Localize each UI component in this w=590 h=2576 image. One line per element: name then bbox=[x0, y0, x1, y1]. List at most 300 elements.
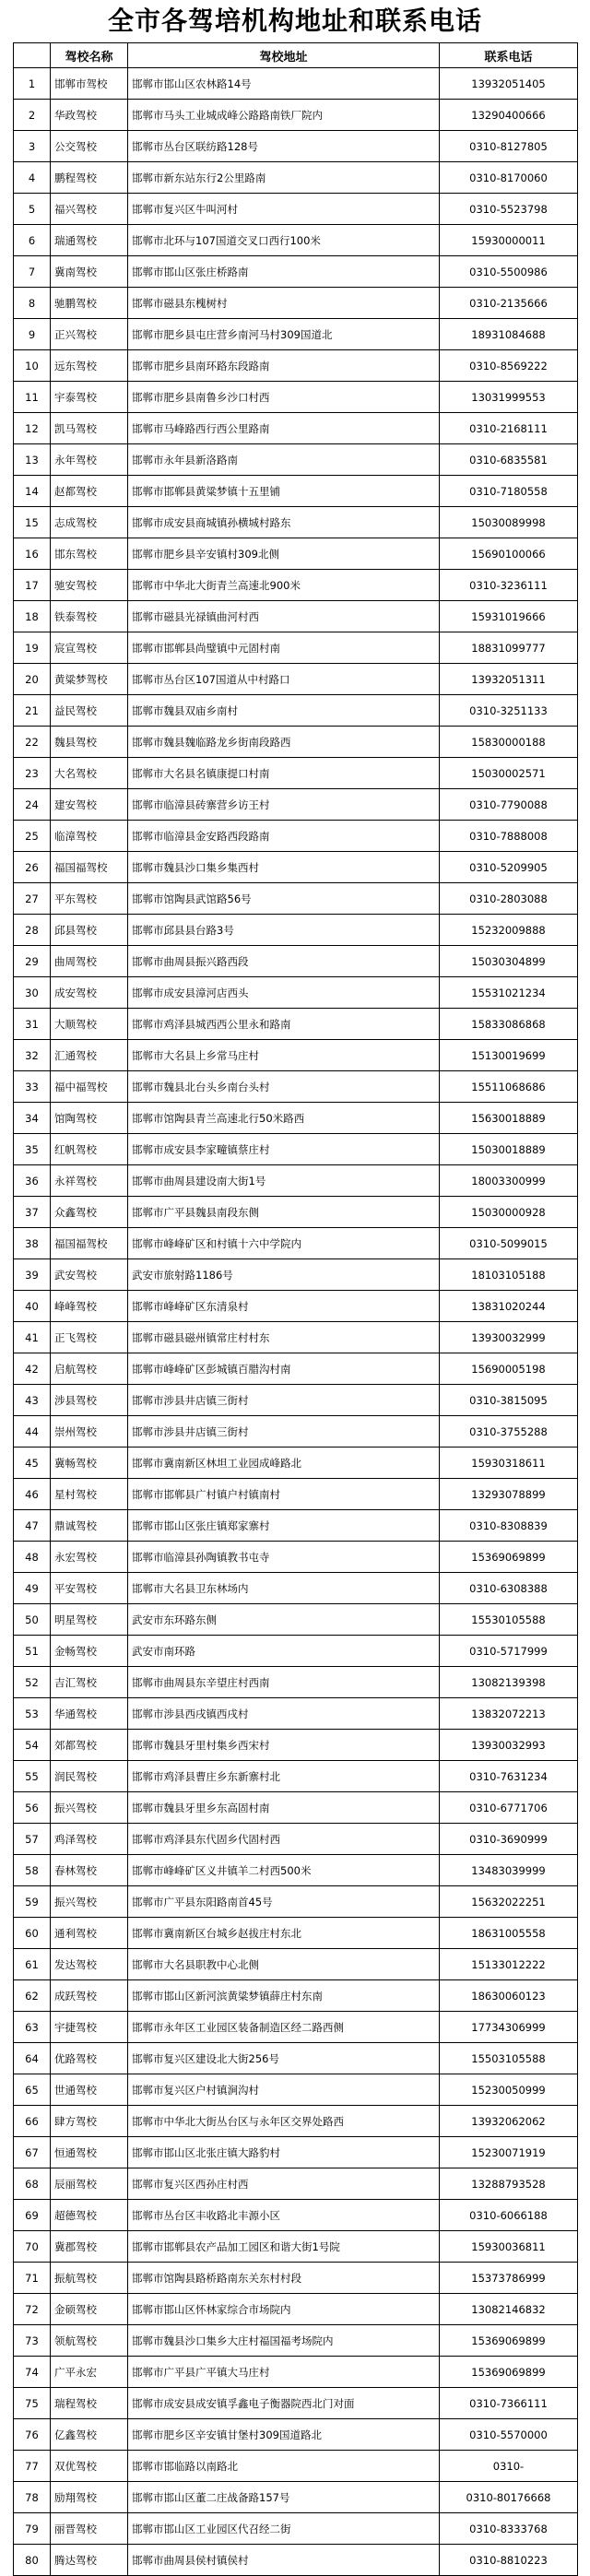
row-index: 41 bbox=[14, 1322, 51, 1353]
school-address: 邯郸市峰峰矿区义井镇羊二村西500米 bbox=[128, 1855, 440, 1886]
school-address: 邯郸市复兴区西孙庄村西 bbox=[128, 2168, 440, 2200]
phone-number: 18103105188 bbox=[440, 1259, 578, 1291]
school-address: 邯郸市曲周县振兴路西段 bbox=[128, 946, 440, 977]
phone-number: 0310-6771706 bbox=[440, 1792, 578, 1824]
school-name: 吉汇驾校 bbox=[51, 1667, 128, 1698]
phone-number: 15230050999 bbox=[440, 2074, 578, 2106]
school-name: 肆方驾校 bbox=[51, 2106, 128, 2137]
school-name: 广平永宏 bbox=[51, 2357, 128, 2388]
phone-number: 0310-2803088 bbox=[440, 883, 578, 915]
school-name: 宸宣驾校 bbox=[51, 632, 128, 664]
table-row bbox=[14, 1510, 578, 1542]
phone-number: 15232009888 bbox=[440, 915, 578, 946]
phone-number: 13930032993 bbox=[440, 1730, 578, 1761]
school-name: 黄粱梦驾校 bbox=[51, 664, 128, 695]
phone-number: 0310-3690999 bbox=[440, 1824, 578, 1855]
school-name: 郊都驾校 bbox=[51, 1730, 128, 1761]
table-row bbox=[14, 319, 578, 350]
school-address: 邯郸市复兴区户村镇涧沟村 bbox=[128, 2074, 440, 2106]
row-index: 19 bbox=[14, 632, 51, 664]
table-row bbox=[14, 2545, 578, 2576]
table-row bbox=[14, 507, 578, 538]
table-row bbox=[14, 2012, 578, 2043]
phone-number: 0310-8308839 bbox=[440, 1510, 578, 1542]
school-name: 邯东驾校 bbox=[51, 538, 128, 570]
school-address: 武安市东环路东侧 bbox=[128, 1604, 440, 1636]
table-row bbox=[14, 946, 578, 977]
table-row bbox=[14, 852, 578, 883]
school-name: 魏县驾校 bbox=[51, 727, 128, 758]
table-row bbox=[14, 162, 578, 194]
school-address: 邯郸市曲周县侯村镇侯村 bbox=[128, 2545, 440, 2576]
table-row bbox=[14, 1353, 578, 1385]
table-row bbox=[14, 413, 578, 444]
school-name: 福国福驾校 bbox=[51, 852, 128, 883]
school-address: 邯郸市磁县东槐树村 bbox=[128, 288, 440, 319]
row-index: 46 bbox=[14, 1479, 51, 1510]
school-address: 邯郸市曲周县建设南大街1号 bbox=[128, 1165, 440, 1197]
school-name: 启航驾校 bbox=[51, 1353, 128, 1385]
school-address: 武安市南环路 bbox=[128, 1636, 440, 1667]
phone-number: 15133012222 bbox=[440, 1949, 578, 1980]
school-name: 邯郸市驾校 bbox=[51, 68, 128, 100]
row-index: 51 bbox=[14, 1636, 51, 1667]
row-index: 29 bbox=[14, 946, 51, 977]
row-index: 14 bbox=[14, 476, 51, 507]
phone-number: 18931084688 bbox=[440, 319, 578, 350]
school-address: 邯郸市复兴区建设北大街256号 bbox=[128, 2043, 440, 2074]
school-address: 邯郸市中华北大街青兰高速北900米 bbox=[128, 570, 440, 601]
school-name: 福中福驾校 bbox=[51, 1071, 128, 1103]
school-name: 平东驾校 bbox=[51, 883, 128, 915]
school-name: 驰鹏驾校 bbox=[51, 288, 128, 319]
school-address: 邯郸市肥乡县辛安镇村309北侧 bbox=[128, 538, 440, 570]
row-index: 75 bbox=[14, 2388, 51, 2419]
school-address: 邯郸市邯山区怀林家综合市场院内 bbox=[128, 2294, 440, 2325]
school-name: 馆陶驾校 bbox=[51, 1103, 128, 1134]
row-index: 25 bbox=[14, 821, 51, 852]
row-index: 52 bbox=[14, 1667, 51, 1698]
row-index: 76 bbox=[14, 2419, 51, 2451]
phone-number: 0310-8170060 bbox=[440, 162, 578, 194]
school-address: 邯郸市丛台区丰收路北丰源小区 bbox=[128, 2200, 440, 2231]
row-index: 15 bbox=[14, 507, 51, 538]
phone-number: 0310-3251133 bbox=[440, 695, 578, 727]
school-address: 邯郸市涉县井店镇三街村 bbox=[128, 1385, 440, 1416]
phone-number: 15369069899 bbox=[440, 1542, 578, 1573]
school-name: 福国福驾校 bbox=[51, 1228, 128, 1259]
school-address: 邯郸市峰峰矿区彭城镇百腊沟村南 bbox=[128, 1353, 440, 1385]
school-address: 邯郸市魏县沙口集乡大庄村福国福考场院内 bbox=[128, 2325, 440, 2357]
school-address: 邯郸市广平县魏县南段东侧 bbox=[128, 1197, 440, 1228]
table-row bbox=[14, 225, 578, 256]
school-address: 邯郸市邯山区张庄镇郑家寨村 bbox=[128, 1510, 440, 1542]
row-index: 70 bbox=[14, 2231, 51, 2263]
table-row bbox=[14, 1918, 578, 1949]
phone-number: 15632022251 bbox=[440, 1886, 578, 1918]
phone-number: 15369069899 bbox=[440, 2357, 578, 2388]
school-name: 华政驾校 bbox=[51, 100, 128, 131]
row-index: 20 bbox=[14, 664, 51, 695]
school-name: 众鑫驾校 bbox=[51, 1197, 128, 1228]
row-index: 68 bbox=[14, 2168, 51, 2200]
row-index: 21 bbox=[14, 695, 51, 727]
school-address: 邯郸市成安县漳河店西头 bbox=[128, 977, 440, 1009]
row-index: 28 bbox=[14, 915, 51, 946]
school-address: 邯郸市邯郸县广村镇户村镇南村 bbox=[128, 1479, 440, 1510]
school-name: 振兴驾校 bbox=[51, 1792, 128, 1824]
row-index: 71 bbox=[14, 2263, 51, 2294]
school-address: 邯郸市肥乡县南环路东段路南 bbox=[128, 350, 440, 382]
row-index: 69 bbox=[14, 2200, 51, 2231]
school-name: 成跃驾校 bbox=[51, 1980, 128, 2012]
row-index: 22 bbox=[14, 727, 51, 758]
row-index: 55 bbox=[14, 1761, 51, 1792]
school-address: 邯郸市馆陶县青兰高速北行50米路西 bbox=[128, 1103, 440, 1134]
school-name: 通利驾校 bbox=[51, 1918, 128, 1949]
row-index: 9 bbox=[14, 319, 51, 350]
school-name: 腾达驾校 bbox=[51, 2545, 128, 2576]
row-index: 37 bbox=[14, 1197, 51, 1228]
school-name: 润民驾校 bbox=[51, 1761, 128, 1792]
school-address: 邯郸市成安县李家疃镇蔡庄村 bbox=[128, 1134, 440, 1165]
phone-number: 18631005558 bbox=[440, 1918, 578, 1949]
row-index: 2 bbox=[14, 100, 51, 131]
phone-number: 13483039999 bbox=[440, 1855, 578, 1886]
school-name: 凯马驾校 bbox=[51, 413, 128, 444]
table-row bbox=[14, 1040, 578, 1071]
school-name: 冀郡驾校 bbox=[51, 2231, 128, 2263]
table-row bbox=[14, 2513, 578, 2545]
row-index: 39 bbox=[14, 1259, 51, 1291]
table-row bbox=[14, 2200, 578, 2231]
phone-number: 0310-6066188 bbox=[440, 2200, 578, 2231]
school-address: 邯郸市肥乡区辛安镇甘堡村309国道路北 bbox=[128, 2419, 440, 2451]
school-address: 邯郸市馆陶县路桥路南东关东村村段 bbox=[128, 2263, 440, 2294]
school-address: 邯郸市邯郸县尚璧镇中元固村南 bbox=[128, 632, 440, 664]
table-row bbox=[14, 100, 578, 131]
school-address: 邯郸市成安县成安镇孚鑫电子衡器院西北门对面 bbox=[128, 2388, 440, 2419]
row-index: 13 bbox=[14, 444, 51, 476]
school-address: 邯郸市肥乡县南鲁乡沙口村西 bbox=[128, 382, 440, 413]
school-name: 瑞程驾校 bbox=[51, 2388, 128, 2419]
row-index: 64 bbox=[14, 2043, 51, 2074]
school-name: 正飞驾校 bbox=[51, 1322, 128, 1353]
phone-number: 15690005198 bbox=[440, 1353, 578, 1385]
table-row bbox=[14, 1667, 578, 1698]
table-row bbox=[14, 444, 578, 476]
school-name: 瑞通驾校 bbox=[51, 225, 128, 256]
school-address: 邯郸市邯山区北张庄镇大路豹村 bbox=[128, 2137, 440, 2168]
school-name: 驰安驾校 bbox=[51, 570, 128, 601]
school-name: 振航驾校 bbox=[51, 2263, 128, 2294]
phone-number: 13031999553 bbox=[440, 382, 578, 413]
row-index: 30 bbox=[14, 977, 51, 1009]
phone-number: 15503105588 bbox=[440, 2043, 578, 2074]
phone-number: 15930318611 bbox=[440, 1448, 578, 1479]
phone-number: 0310-8810223 bbox=[440, 2545, 578, 2576]
phone-number: 15833086868 bbox=[440, 1009, 578, 1040]
table-row bbox=[14, 789, 578, 821]
school-name: 永宏驾校 bbox=[51, 1542, 128, 1573]
school-address: 邯郸市曲周县东辛望庄村西南 bbox=[128, 1667, 440, 1698]
table-row bbox=[14, 695, 578, 727]
school-address: 邯郸市马峰路西行西公里路南 bbox=[128, 413, 440, 444]
table-row bbox=[14, 131, 578, 162]
row-index: 3 bbox=[14, 131, 51, 162]
table-row bbox=[14, 1071, 578, 1103]
phone-number: 15930036811 bbox=[440, 2231, 578, 2263]
school-address: 邯郸市临漳县砖寨营乡访王村 bbox=[128, 789, 440, 821]
table-row bbox=[14, 350, 578, 382]
table-row bbox=[14, 1448, 578, 1479]
school-address: 邯郸市峰峰矿区东清泉村 bbox=[128, 1291, 440, 1322]
table-row bbox=[14, 1416, 578, 1448]
phone-number: 0310-7631234 bbox=[440, 1761, 578, 1792]
table-row bbox=[14, 758, 578, 789]
school-address: 邯郸市永年县新洛路南 bbox=[128, 444, 440, 476]
table-row bbox=[14, 2263, 578, 2294]
school-address: 邯郸市永年区工业园区装备制造区经二路西侧 bbox=[128, 2012, 440, 2043]
table-row bbox=[14, 601, 578, 632]
table-row bbox=[14, 727, 578, 758]
school-address: 邯郸市临漳县金安路西段路南 bbox=[128, 821, 440, 852]
phone-number: 0310-2135666 bbox=[440, 288, 578, 319]
row-index: 56 bbox=[14, 1792, 51, 1824]
school-address: 邯郸市丛台区联纺路128号 bbox=[128, 131, 440, 162]
table-row bbox=[14, 256, 578, 288]
school-name: 崇州驾校 bbox=[51, 1416, 128, 1448]
row-index: 80 bbox=[14, 2545, 51, 2576]
phone-number: 15511068686 bbox=[440, 1071, 578, 1103]
row-index: 5 bbox=[14, 194, 51, 225]
table-row bbox=[14, 2482, 578, 2513]
row-index: 50 bbox=[14, 1604, 51, 1636]
row-index: 72 bbox=[14, 2294, 51, 2325]
phone-number: 18003300999 bbox=[440, 1165, 578, 1197]
school-address: 邯郸市大名县上乡常马庄村 bbox=[128, 1040, 440, 1071]
school-address: 邯郸市磁县磁州镇常庄村村东 bbox=[128, 1322, 440, 1353]
table-row bbox=[14, 2043, 578, 2074]
school-name: 领航驾校 bbox=[51, 2325, 128, 2357]
table-row bbox=[14, 821, 578, 852]
row-index: 6 bbox=[14, 225, 51, 256]
table-row bbox=[14, 1604, 578, 1636]
phone-number: 0310-7366111 bbox=[440, 2388, 578, 2419]
table-row bbox=[14, 1761, 578, 1792]
table-row bbox=[14, 1855, 578, 1886]
phone-number: 15373786999 bbox=[440, 2263, 578, 2294]
phone-number: 0310-80176668 bbox=[440, 2482, 578, 2513]
row-index: 7 bbox=[14, 256, 51, 288]
table-row bbox=[14, 2451, 578, 2482]
table-row bbox=[14, 883, 578, 915]
school-address: 邯郸市邯山区新河滨黄粱梦镇薛庄村东南 bbox=[128, 1980, 440, 2012]
table-row bbox=[14, 1824, 578, 1855]
school-name: 发达驾校 bbox=[51, 1949, 128, 1980]
school-address: 邯郸市新东站东行2公里路南 bbox=[128, 162, 440, 194]
table-row bbox=[14, 2168, 578, 2200]
phone-number: 13082139398 bbox=[440, 1667, 578, 1698]
school-name: 宇泰驾校 bbox=[51, 382, 128, 413]
table-row bbox=[14, 382, 578, 413]
school-address: 邯郸市邯临路以南路北 bbox=[128, 2451, 440, 2482]
phone-number: 0310-6308388 bbox=[440, 1573, 578, 1604]
school-name: 金硕驾校 bbox=[51, 2294, 128, 2325]
table-header-row bbox=[14, 43, 578, 68]
school-name: 超德驾校 bbox=[51, 2200, 128, 2231]
row-index: 78 bbox=[14, 2482, 51, 2513]
row-index: 33 bbox=[14, 1071, 51, 1103]
school-name: 优路驾校 bbox=[51, 2043, 128, 2074]
row-index: 1 bbox=[14, 68, 51, 100]
row-index: 49 bbox=[14, 1573, 51, 1604]
phone-number: 15369069899 bbox=[440, 2325, 578, 2357]
school-name: 辰丽驾校 bbox=[51, 2168, 128, 2200]
school-name: 涉县驾校 bbox=[51, 1385, 128, 1416]
row-index: 23 bbox=[14, 758, 51, 789]
phone-number: 15830000188 bbox=[440, 727, 578, 758]
phone-number: 0310-5717999 bbox=[440, 1636, 578, 1667]
row-index: 36 bbox=[14, 1165, 51, 1197]
school-name: 远东驾校 bbox=[51, 350, 128, 382]
phone-number: 0310-5099015 bbox=[440, 1228, 578, 1259]
row-index: 54 bbox=[14, 1730, 51, 1761]
table-row bbox=[14, 1165, 578, 1197]
table-row bbox=[14, 2137, 578, 2168]
phone-number: 0310-7790088 bbox=[440, 789, 578, 821]
school-name: 公交驾校 bbox=[51, 131, 128, 162]
school-name: 临漳驾校 bbox=[51, 821, 128, 852]
school-name: 冀畅驾校 bbox=[51, 1448, 128, 1479]
table-row bbox=[14, 1134, 578, 1165]
phone-number: 13932062062 bbox=[440, 2106, 578, 2137]
school-address: 邯郸市魏县牙里村集乡西宋村 bbox=[128, 1730, 440, 1761]
school-address: 邯郸市大名县职教中心北侧 bbox=[128, 1949, 440, 1980]
table-row bbox=[14, 1259, 578, 1291]
phone-number: 13293078899 bbox=[440, 1479, 578, 1510]
phone-number: 13831020244 bbox=[440, 1291, 578, 1322]
phone-number: 0310-7888008 bbox=[440, 821, 578, 852]
phone-number: 15230071919 bbox=[440, 2137, 578, 2168]
school-address: 邯郸市邯山区张庄桥路南 bbox=[128, 256, 440, 288]
phone-number: 18831099777 bbox=[440, 632, 578, 664]
table-row bbox=[14, 1542, 578, 1573]
school-name: 鸡泽驾校 bbox=[51, 1824, 128, 1855]
table-row bbox=[14, 1698, 578, 1730]
row-index: 63 bbox=[14, 2012, 51, 2043]
school-address: 邯郸市复兴区牛叫河村 bbox=[128, 194, 440, 225]
table-row bbox=[14, 2294, 578, 2325]
header-phone: 联系电话 bbox=[440, 43, 578, 68]
row-index: 32 bbox=[14, 1040, 51, 1071]
school-name: 益民驾校 bbox=[51, 695, 128, 727]
table-row bbox=[14, 570, 578, 601]
school-address: 邯郸市峰峰矿区和村镇十六中学院内 bbox=[128, 1228, 440, 1259]
school-name: 福兴驾校 bbox=[51, 194, 128, 225]
table-row bbox=[14, 1291, 578, 1322]
row-index: 18 bbox=[14, 601, 51, 632]
school-address: 邯郸市邯郸县黄粱梦镇十五里铺 bbox=[128, 476, 440, 507]
school-address: 邯郸市冀南新区台城乡赵拔庄村东北 bbox=[128, 1918, 440, 1949]
row-index: 61 bbox=[14, 1949, 51, 1980]
table-row bbox=[14, 1228, 578, 1259]
school-address: 邯郸市鸡泽县东代固乡代固村西 bbox=[128, 1824, 440, 1855]
page-title: 全市各驾培机构地址和联系电话 bbox=[107, 6, 482, 36]
school-name: 华通驾校 bbox=[51, 1698, 128, 1730]
row-index: 57 bbox=[14, 1824, 51, 1855]
row-index: 38 bbox=[14, 1228, 51, 1259]
row-index: 24 bbox=[14, 789, 51, 821]
table-row bbox=[14, 2231, 578, 2263]
school-name: 宇捷驾校 bbox=[51, 2012, 128, 2043]
row-index: 53 bbox=[14, 1698, 51, 1730]
row-index: 8 bbox=[14, 288, 51, 319]
row-index: 44 bbox=[14, 1416, 51, 1448]
table-row bbox=[14, 1886, 578, 1918]
school-address: 邯郸市广平县广平镇大马庄村 bbox=[128, 2357, 440, 2388]
phone-number: 15130019699 bbox=[440, 1040, 578, 1071]
table-row bbox=[14, 915, 578, 946]
table-row bbox=[14, 2419, 578, 2451]
phone-number: 17734306999 bbox=[440, 2012, 578, 2043]
phone-number: 13832072213 bbox=[440, 1698, 578, 1730]
row-index: 31 bbox=[14, 1009, 51, 1040]
row-index: 11 bbox=[14, 382, 51, 413]
phone-number: 18630060123 bbox=[440, 1980, 578, 2012]
school-address: 邯郸市魏县沙口集乡集西村 bbox=[128, 852, 440, 883]
school-name: 励翔驾校 bbox=[51, 2482, 128, 2513]
phone-number: 13932051311 bbox=[440, 664, 578, 695]
header-index bbox=[14, 43, 51, 68]
table-row bbox=[14, 288, 578, 319]
school-name: 汇通驾校 bbox=[51, 1040, 128, 1071]
row-index: 59 bbox=[14, 1886, 51, 1918]
school-name: 永年驾校 bbox=[51, 444, 128, 476]
table-row bbox=[14, 476, 578, 507]
table-row bbox=[14, 977, 578, 1009]
school-name: 正兴驾校 bbox=[51, 319, 128, 350]
table-row bbox=[14, 194, 578, 225]
school-name: 双优驾校 bbox=[51, 2451, 128, 2482]
phone-number: 13930032999 bbox=[440, 1322, 578, 1353]
phone-number: 15690100066 bbox=[440, 538, 578, 570]
school-name: 鹏程驾校 bbox=[51, 162, 128, 194]
school-name: 大顺驾校 bbox=[51, 1009, 128, 1040]
school-address: 邯郸市魏县牙里乡东高固村南 bbox=[128, 1792, 440, 1824]
phone-number: 15030018889 bbox=[440, 1134, 578, 1165]
school-name: 鼎诚驾校 bbox=[51, 1510, 128, 1542]
table-row bbox=[14, 1730, 578, 1761]
school-name: 建安驾校 bbox=[51, 789, 128, 821]
phone-number: 0310-5500986 bbox=[440, 256, 578, 288]
phone-number: 15931019666 bbox=[440, 601, 578, 632]
school-address: 邯郸市冀南新区林坦工业园成峰路北 bbox=[128, 1448, 440, 1479]
school-name: 大名驾校 bbox=[51, 758, 128, 789]
phone-number: 0310-3815095 bbox=[440, 1385, 578, 1416]
row-index: 34 bbox=[14, 1103, 51, 1134]
school-name: 邱县驾校 bbox=[51, 915, 128, 946]
row-index: 4 bbox=[14, 162, 51, 194]
school-name: 世通驾校 bbox=[51, 2074, 128, 2106]
row-index: 73 bbox=[14, 2325, 51, 2357]
table-row bbox=[14, 1479, 578, 1510]
driving-school-table bbox=[13, 42, 578, 2576]
school-address: 邯郸市肥乡县屯庄营乡南河马村309国道北 bbox=[128, 319, 440, 350]
phone-number: 13290400666 bbox=[440, 100, 578, 131]
row-index: 17 bbox=[14, 570, 51, 601]
table-row bbox=[14, 538, 578, 570]
